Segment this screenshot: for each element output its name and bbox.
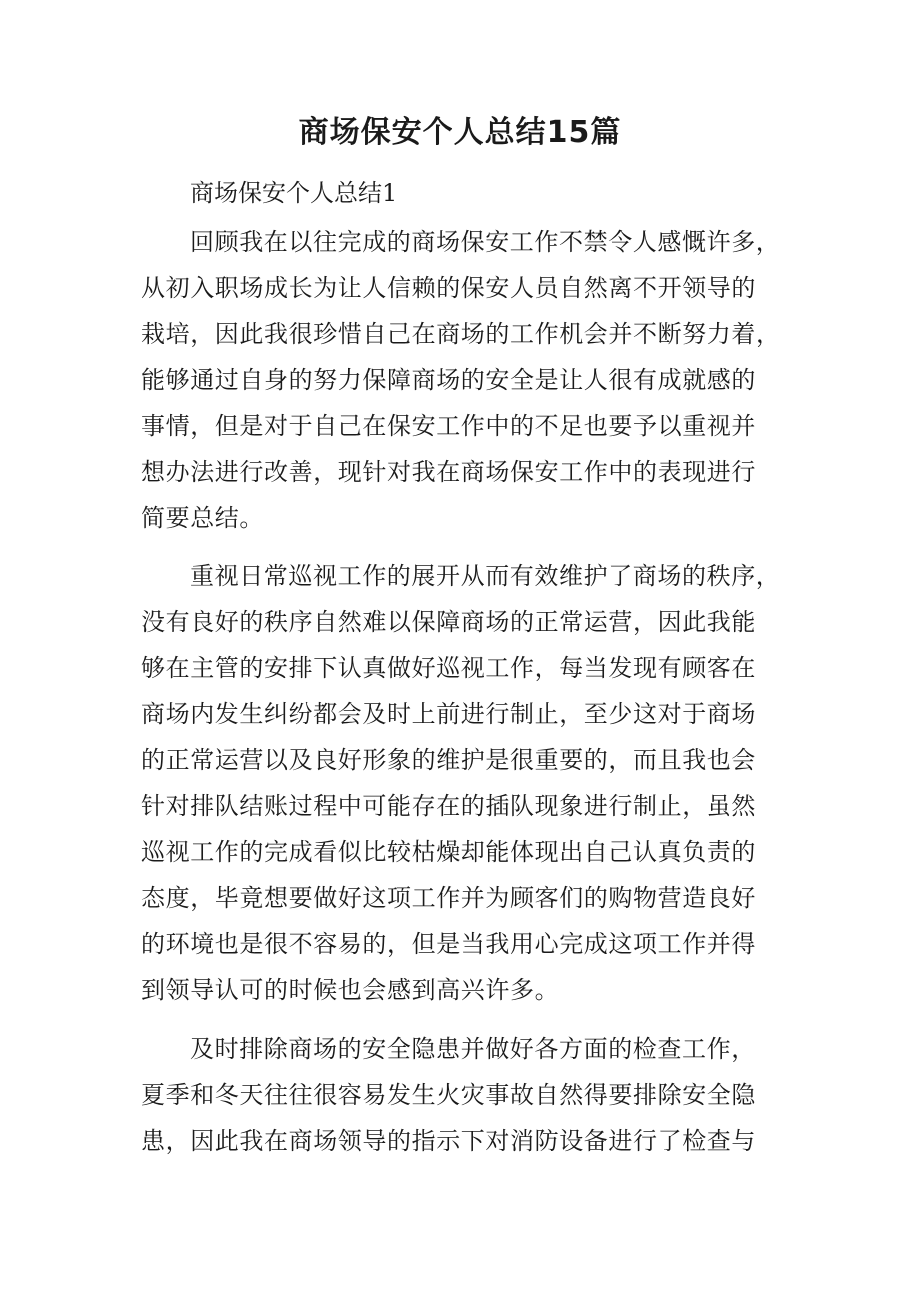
text-line: 巡视工作的完成看似比较枯燥却能体现出自己认真负责的 bbox=[141, 838, 756, 866]
text-line: 重视日常巡视工作的展开从而有效维护了商场的秩序， bbox=[190, 562, 781, 590]
text-line: 的正常运营以及良好形象的维护是很重要的，而且我也会 bbox=[141, 746, 756, 774]
text-line: 简要总结。 bbox=[141, 504, 264, 532]
text-line: 能够通过自身的努力保障商场的安全是让人很有成就感的 bbox=[141, 366, 756, 394]
text-line: 患，因此我在商场领导的指示下对消防设备进行了检查与 bbox=[141, 1127, 756, 1155]
text-line: 的环境也是很不容易的，但是当我用心完成这项工作并得 bbox=[141, 930, 756, 958]
text-line: 从初入职场成长为让人信赖的保安人员自然离不开领导的 bbox=[141, 274, 756, 302]
text-line: 想办法进行改善，现针对我在商场保安工作中的表现进行 bbox=[141, 458, 756, 486]
paragraph-3 bbox=[141, 1026, 781, 1164]
text-line: 没有良好的秩序自然难以保障商场的正常运营，因此我能 bbox=[141, 608, 756, 636]
section-heading: 商场保安个人总结1 bbox=[190, 179, 398, 207]
paragraph-1 bbox=[141, 219, 781, 541]
text-line: 到领导认可的时候也会感到高兴许多。 bbox=[141, 976, 560, 1004]
paragraph-2 bbox=[141, 553, 781, 1013]
document-title: 商场保安个人总结15篇 bbox=[298, 115, 622, 150]
text-line: 及时排除商场的安全隐患并做好各方面的检查工作， bbox=[190, 1035, 756, 1063]
text-line: 回顾我在以往完成的商场保安工作不禁令人感慨许多， bbox=[190, 228, 781, 256]
text-line: 夏季和冬天往往很容易发生火灾事故自然得要排除安全隐 bbox=[141, 1081, 756, 1109]
text-line: 态度，毕竟想要做好这项工作并为顾客们的购物营造良好 bbox=[141, 884, 756, 912]
text-line: 事情，但是对于自己在保安工作中的不足也要予以重视并 bbox=[141, 412, 756, 440]
text-line: 商场内发生纠纷都会及时上前进行制止，至少这对于商场 bbox=[141, 700, 756, 728]
text-line: 栽培，因此我很珍惜自己在商场的工作机会并不断努力着， bbox=[141, 320, 781, 348]
text-line: 针对排队结账过程中可能存在的插队现象进行制止，虽然 bbox=[141, 792, 756, 820]
text-line: 够在主管的安排下认真做好巡视工作，每当发现有顾客在 bbox=[141, 654, 756, 682]
